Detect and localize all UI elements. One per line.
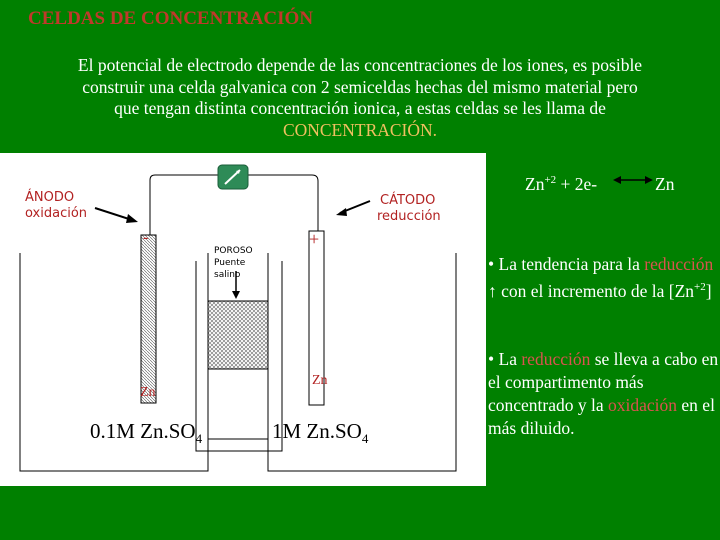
anode-label <box>25 190 87 222</box>
sol-left-sub: 4 <box>195 431 203 447</box>
intro-line-3: que tengan distinta concentración ionica, a estas celdas se les llama de <box>114 98 606 118</box>
voltmeter-icon <box>218 165 248 189</box>
bridge-line-3: salino <box>214 270 241 280</box>
b2-prefix: • La <box>488 349 522 369</box>
intro-line-1: El potencial de electrodo depende de las concentraciones de los iones, es posible <box>77 55 643 75</box>
b2-mid: se lleva a cabo en el compartimento más concentrado y la <box>488 349 719 415</box>
b1-mid: con el incremento de la [Zn <box>501 280 695 301</box>
cathode-label <box>377 193 441 225</box>
right-wire <box>248 175 318 231</box>
b2-red2: oxidación <box>608 395 678 415</box>
b1-sup: +2 <box>694 281 706 293</box>
bullet-reduction <box>488 348 720 440</box>
b1-red: reducción <box>644 254 714 274</box>
intro-line-2: construir una celda galvanica con 2 semiceldas hechas del mismo material pero <box>82 76 638 97</box>
eq-right: Zn <box>655 174 675 194</box>
b1-prefix: • La tendencia para la <box>488 254 645 274</box>
intro-highlight: CONCENTRACIÓN. <box>282 119 438 140</box>
cathode-subtitle: reducción <box>377 209 441 224</box>
anode-subtitle: oxidación <box>25 206 88 221</box>
left-wire <box>150 175 218 238</box>
page-title: CELDAS DE CONCENTRACIÓN <box>28 8 314 29</box>
plus-sign: + <box>309 229 320 249</box>
cathode-title: CÁTODO <box>380 193 436 208</box>
minus-sign: - <box>143 229 149 246</box>
salt-bridge-label <box>214 245 253 281</box>
b1-arrow: ↑ <box>488 280 502 301</box>
solution-right-label <box>272 419 368 447</box>
eq-middle: + 2e- <box>556 174 598 194</box>
b2-red1: reducción <box>521 349 591 369</box>
bullet-tendency <box>488 253 718 303</box>
anode-title: ÁNODO <box>25 190 75 205</box>
porous-plug <box>208 301 268 369</box>
cell-diagram <box>0 153 486 486</box>
sol-left-main: 0.1M Zn.SO <box>90 419 196 443</box>
left-electrode <box>141 235 156 403</box>
sol-right-main: 1M Zn.SO <box>272 419 362 443</box>
intro-paragraph <box>20 55 700 141</box>
solution-left-label <box>90 419 202 447</box>
eq-left-sup: +2 <box>544 174 557 187</box>
zn-left-label: Zn <box>140 385 156 400</box>
double-arrow-icon <box>612 172 654 193</box>
bridge-line-2: Puente <box>214 258 246 268</box>
sol-right-sub: 4 <box>361 431 369 447</box>
bridge-line-1: POROSO <box>214 246 253 256</box>
zn-right-label: Zn <box>312 373 328 388</box>
half-reaction <box>525 174 675 195</box>
eq-left: Zn <box>525 174 545 194</box>
b1-end: ] <box>705 280 712 301</box>
b2-end: en el más diluido. <box>488 395 715 438</box>
